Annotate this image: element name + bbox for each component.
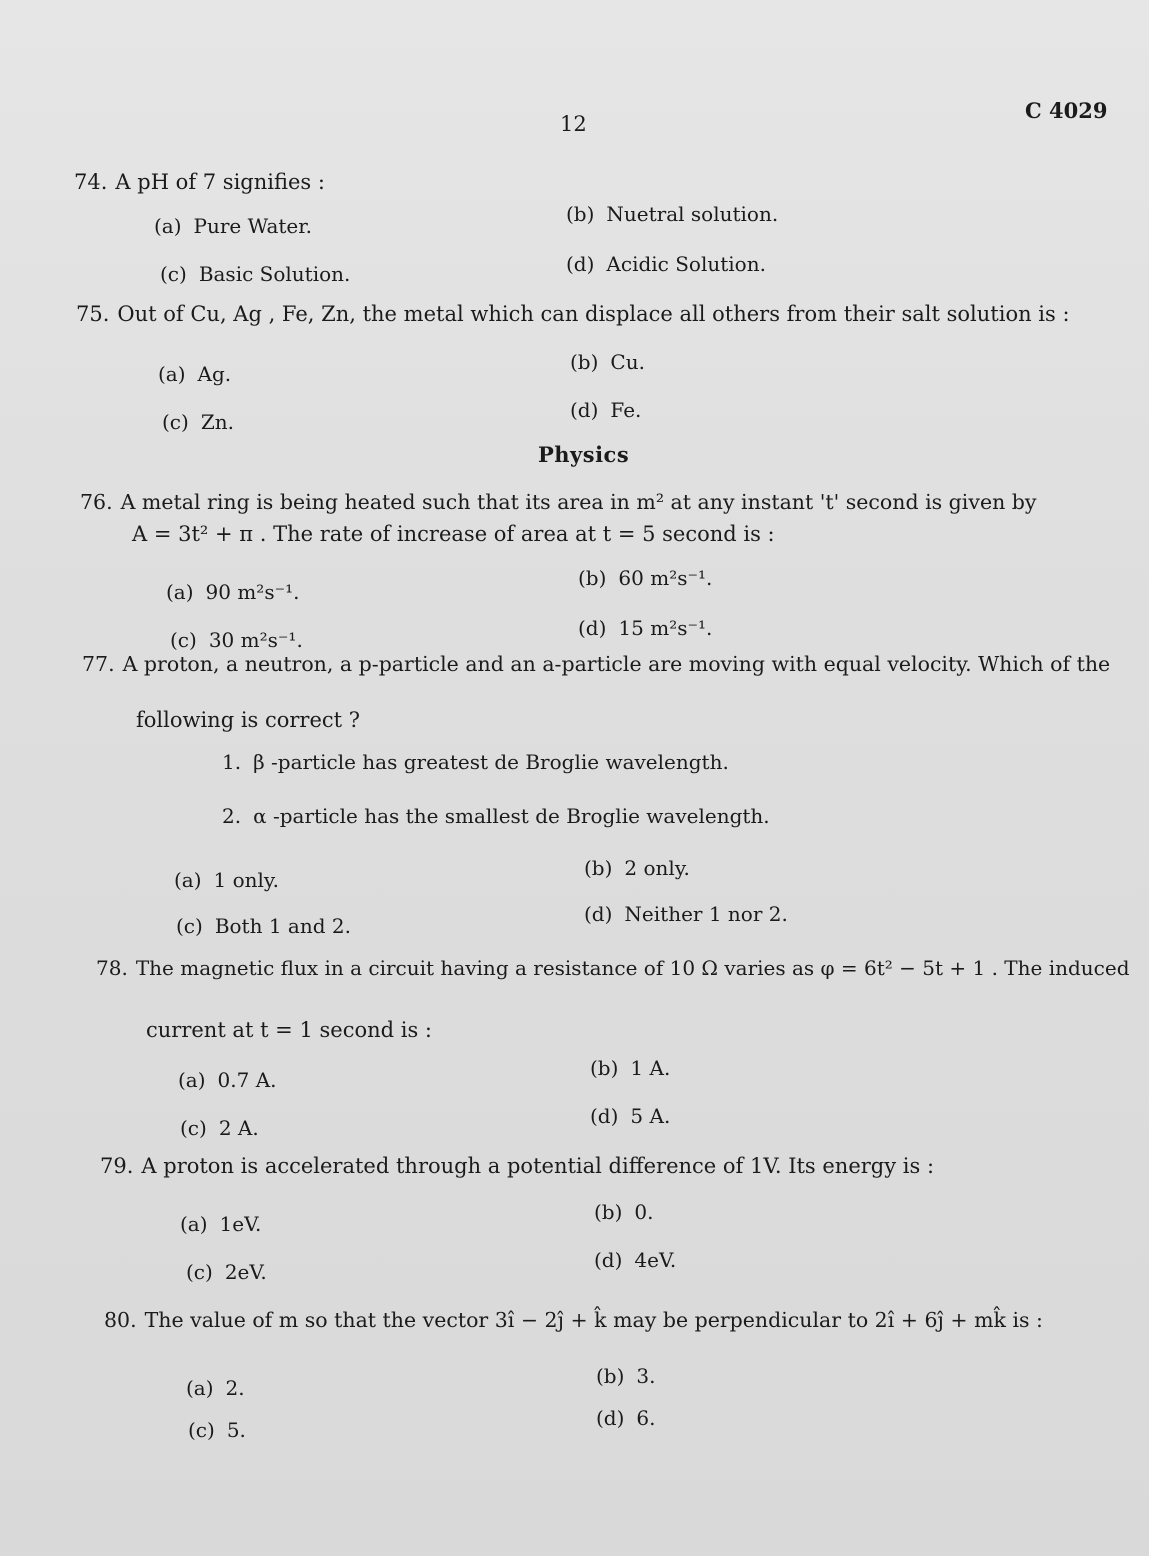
q76-option-d: (d) 15 m²s⁻¹. [578,616,713,640]
q77-option-b: (b) 2 only. [584,856,690,880]
q77-option-d: (d) Neither 1 nor 2. [584,902,788,926]
q75-option-d: (d) Fe. [570,398,642,422]
q78-option-c: (c) 2 A. [180,1116,259,1140]
q75-option-b: (b) Cu. [570,350,645,374]
question-77-line2: following is correct ? [136,708,361,732]
q76-option-a: (a) 90 m²s⁻¹. [166,580,300,604]
q77-statement-1: 1. β -particle has greatest de Broglie wavelength. [222,750,729,774]
question-76-line2: A = 3t² + π . The rate of increase of area at t = 5 second is : [132,522,775,546]
question-77: 77. A proton, a neutron, a p-particle and an a-particle are moving with equal velocity. Which of the [82,652,1111,676]
q78-option-b: (b) 1 A. [590,1056,671,1080]
paper-code: C 4029 [1025,98,1108,123]
question-78: 78. The magnetic flux in a circuit having a resistance of 10 Ω varies as φ = 6t² − 5t + 1 . The induced [96,956,1130,980]
q77-statement-2: 2. α -particle has the smallest de Broglie wavelength. [222,804,770,828]
q76-option-c: (c) 30 m²s⁻¹. [170,628,303,652]
question-75: 75. Out of Cu, Ag , Fe, Zn, the metal which can displace all others from their salt solution is : [76,302,1070,326]
q79-option-a: (a) 1eV. [180,1212,262,1236]
question-79: 79. A proton is accelerated through a potential difference of 1V. Its energy is : [100,1154,935,1178]
page-number: 12 [560,112,587,136]
q78-option-d: (d) 5 A. [590,1104,671,1128]
q76-option-b: (b) 60 m²s⁻¹. [578,566,713,590]
question-80: 80. The value of m so that the vector 3î − 2ĵ + k̂ may be perpendicular to 2î + 6ĵ + mk̂ is : [104,1308,1043,1332]
section-title: Physics [538,442,630,467]
q75-option-c: (c) Zn. [162,410,234,434]
question-78-line2: current at t = 1 second is : [146,1018,432,1042]
question-74: 74. A pH of 7 signifies : [74,170,325,194]
q80-option-a: (a) 2. [186,1376,245,1400]
q77-option-c: (c) Both 1 and 2. [176,914,351,938]
q80-option-c: (c) 5. [188,1418,246,1442]
q75-option-a: (a) Ag. [158,362,232,386]
q74-option-c: (c) Basic Solution. [160,262,351,286]
question-76: 76. A metal ring is being heated such that its area in m² at any instant 't' second is given by [80,490,1037,514]
q79-option-c: (c) 2eV. [186,1260,267,1284]
q74-option-a: (a) Pure Water. [154,214,312,238]
q74-option-b: (b) Nuetral solution. [566,202,779,226]
q79-option-b: (b) 0. [594,1200,654,1224]
q79-option-d: (d) 4eV. [594,1248,677,1272]
q74-option-d: (d) Acidic Solution. [566,252,766,276]
q80-option-b: (b) 3. [596,1364,656,1388]
q80-option-d: (d) 6. [596,1406,656,1430]
q77-option-a: (a) 1 only. [174,868,279,892]
q78-option-a: (a) 0.7 A. [178,1068,277,1092]
